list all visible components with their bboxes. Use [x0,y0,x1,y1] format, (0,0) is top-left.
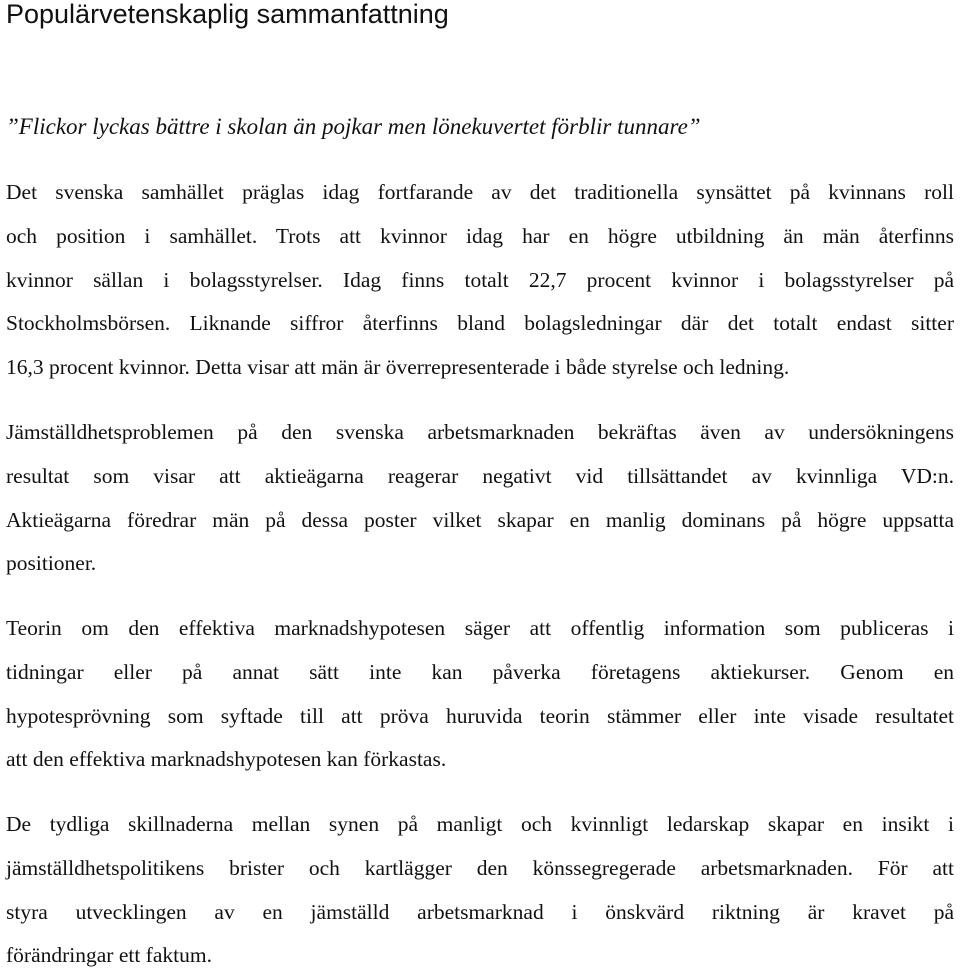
text-line: Stockholmsbörsen. Liknande siffror återfinns bland bolagsledningar där det totalt endast sitter [6,311,954,336]
page-subtitle: ”Flickor lyckas bättre i skolan än pojkar men lönekuvertet förblir tunnare” [6,114,701,139]
text-line: styra utvecklingen av en jämställd arbetsmarknad i önskvärd riktning är kravet på [6,899,954,924]
text-line: positioner. [6,551,97,576]
text-line: De tydliga skillnaderna mellan synen på manligt och kvinnligt ledarskap skapar en insikt i [6,812,954,836]
text-line: jämställdhetspolitikens brister och kartlägger den könssegregerade arbetsmarknaden. För att [6,855,954,880]
text-line: och position i samhället. Trots att kvinnor idag har en högre utbildning än män återfinns [6,223,954,248]
text-line: att den effektiva marknadshypotesen kan förkastas. [6,747,447,772]
text-line: kvinnor sällan i bolagsstyrelser. Idag finns totalt 22,7 procent kvinnor i bolagsstyrelser på [6,267,954,292]
paragraph-1 [6,171,954,390]
paragraph-3 [6,607,954,782]
text-line: 16,3 procent kvinnor. Detta visar att män är överrepresenterade i både styrelse och ledning. [6,355,790,380]
page-heading: Populärvetenskaplig sammanfattning [6,0,449,29]
paragraph-4 [6,803,954,978]
text-line: resultat som visar att aktieägarna reagerar negativt vid tillsättandet av kvinnliga VD:n. [6,463,954,488]
text-line: Jämställdhetsproblemen på den svenska arbetsmarknaden bekräftas även av undersökningens [6,420,954,444]
text-line: Aktieägarna föredrar män på dessa poster vilket skapar en manlig dominans på högre uppsatta [6,507,954,532]
text-line: hypotesprövning som syftade till att pröva huruvida teorin stämmer eller inte visade resultatet [6,703,954,728]
text-line: tidningar eller på annat sätt inte kan påverka företagens aktiekurser. Genom en [6,659,954,684]
text-line: Teorin om den effektiva marknadshypotesen säger att offentlig information som publiceras i [6,616,954,640]
text-line: Det svenska samhället präglas idag fortfarande av det traditionella synsättet på kvinnans roll [6,180,954,204]
text-line: förändringar ett faktum. [6,943,212,968]
paragraph-2 [6,411,954,586]
